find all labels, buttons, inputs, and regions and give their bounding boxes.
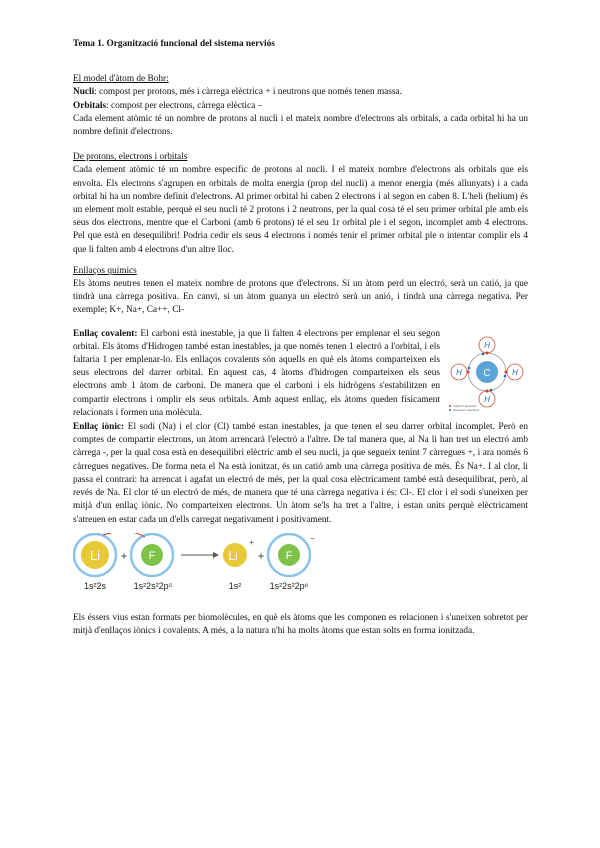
legend-dot [449, 409, 451, 411]
protons-paragraph: Cada element atòmic té un nombre específic de protons al nucli. I el mateix nombre d'electrons als orbitals que els envolta. Els electrons s'agrupen en orbitals de molta energia (prop del nucli) a menor energia (més allunyats) i a cada orbital hi ha un nombre definit d'electrons. Al primer orbital hi caben 2 electrons i al segon en caben 8. L'heli (helium) és un element molt estable, perquè el seu nucli té 2 protons i 2 neutrons, per la qual cosa té el seu primer orbital ple amb els seus dos electrons, mentre que el Carboni (amb 6 protons) té el seu 1r orbital ple i el segon, incomplet amb 4 electrons. Pel que està en desequilibri! Podria cedir els seus 4 electrons i només tenir el primer orbital ple o intentar complir els 4 que li falten amb 4 electrons d'un altre lloc. [73, 165, 528, 255]
electron [486, 351, 489, 354]
carbon-symbol: C [483, 367, 491, 379]
electron [490, 388, 493, 391]
enllacos-paragraph: Els àtoms neutres tenen el mateix nombre de protons que d'electrons. Si un àtom perd un electró, serà un catió, ja que tindrà una càrrega positiva. En canvi, si un àtom guanya un electró serà un anió, i tindrà una càrrega negativa. Per exemple; K+, Na+, Ca++, Cl- [73, 279, 528, 316]
bohr-paragraph: Cada element atòmic té un nombre de protons al nucli i el mateix nombre d'electrons als orbitals, a cada orbital hi ha un nombre definit d'electrons. [73, 113, 528, 138]
electron [482, 352, 485, 355]
methane-covalent-diagram [446, 336, 528, 411]
config-f-ion: 1s²2s²2p⁶ [269, 580, 309, 591]
covalent-text: El carboni està inestable, ja que li falten 4 electrons per emplenar el seu segon orbital. Els àtoms d'Hidrogen també estan inestables, ja que només tenen 1 electró a l'orbital, i els faltaria 1 per emplenar-lo. Els enllaços covalents són aquells en què els àtoms comparteixen els seus electrons del darrer orbital. En aquest cas, 4 àtoms d'hidrogen comparteixen els seus electrons amb 1 àtom de carboni. De manera que el carboni i els hidrògens s'estabilitzen en compartir electrons i omplir els seus orbitals. Amb aquest enllaç, els àtoms queden físicament relacionats i formen una molècula. [73, 328, 440, 418]
ionic-label: Enllaç iònic: [73, 422, 125, 433]
nucli-label: Nucli [73, 87, 95, 98]
electron [468, 366, 471, 369]
li-ion-charge: + [249, 537, 254, 547]
hydrogen-symbol: H [484, 394, 490, 404]
nucli-line [73, 86, 528, 99]
section-heading: El model d'àtom de Bohr: [73, 74, 169, 85]
li-ion-symbol: Li [228, 548, 238, 563]
orbitals-label: Orbitals [73, 100, 107, 111]
hydrogen-symbol: H [512, 367, 518, 377]
hydrogen-symbol: H [456, 367, 462, 377]
arrow-head [213, 552, 219, 558]
plus-sign: + [257, 548, 265, 563]
li-symbol: Li [89, 547, 101, 563]
ionic-bond-diagram [73, 533, 403, 599]
page-title: Tema 1. Organització funcional del sistema nerviós [73, 39, 275, 49]
electron [486, 389, 489, 392]
legend-dot [449, 405, 451, 407]
legend-label: Carbon's electrons [453, 403, 477, 408]
section-enllacos [73, 265, 528, 318]
ionic-text: El sodi (Na) i el clor (Cl) també estan inestables, ja que tenen el seu darrer orbital incomplet. Però en comptes de compartir electrons, un àtom arrencarà l'electró a l'altre. De tal manera que, al Na li han tret un electró amb càrrega -, per la qual cosa està en desequilibri elèctric amb el seu nucli, ja que segueix tenint 7 càrregues +, i ara només 6 càrregues negatives. De forma neta el Na està ionitzat, és un catió amb una càrrega positiva de més. És Na+. I al clor, li passa el contrari: ha arrencat i agafat un electró de més, per la qual cosa elèctricament també està desequilibrat, però, al revés de Na. El clor té un electró de més, de manera que té una càrrega negativa i és: Cl-. El clor i el sodi s'uneixen per mitjà d'un enllaç iònic. No comparteixen electrons. Un àtom se'ls ha tret a l'altre, i estan units perquè elèctricament s'atreuen en estar cada un d'ells carregat negativament i positivament. [73, 422, 528, 525]
f-ion-charge: − [310, 533, 315, 543]
hydrogen-symbol: H [484, 340, 490, 350]
electron [504, 374, 507, 377]
legend-label: Hydrogen's electrons [453, 407, 480, 411]
closing-paragraph: Els éssers vius estan formats per biomolècules, en què els àtoms que les componen es relacionen i s'uneixen sobretot per mitjà d'enllaços iònics i covalents. A més, a la natura n'hi ha molts àtoms que estan solts en forma ionitzada. [73, 612, 528, 637]
orbitals-text: : compost per electrons, càrrega elèctica – [106, 100, 263, 111]
document-page [73, 38, 528, 638]
orbitals-line [73, 100, 528, 113]
section-covalent [73, 328, 528, 420]
electron-transfer-arrow [103, 533, 145, 537]
plus-sign: + [120, 548, 128, 563]
section-bohr [73, 73, 528, 139]
f-symbol: F [148, 549, 156, 562]
section-protons [73, 151, 528, 257]
config-f: 1s²2s²2p⁵ [133, 580, 173, 591]
electron [467, 370, 470, 373]
electron [505, 370, 508, 373]
section-ionic [73, 421, 528, 638]
config-li: 1s²2s [83, 580, 107, 591]
section-heading: De protons, electrons i orbitals [73, 152, 188, 163]
section-heading: Enllaços químics [73, 265, 137, 276]
f-ion-symbol: F [285, 549, 293, 562]
covalent-label: Enllaç covalent: [73, 328, 138, 339]
nucli-text: : compost per protons, més i càrrega elèctrica + i neutrons que només tenen massa. [94, 87, 402, 98]
config-li-ion: 1s² [228, 580, 242, 591]
ionic-paragraph [73, 421, 528, 527]
